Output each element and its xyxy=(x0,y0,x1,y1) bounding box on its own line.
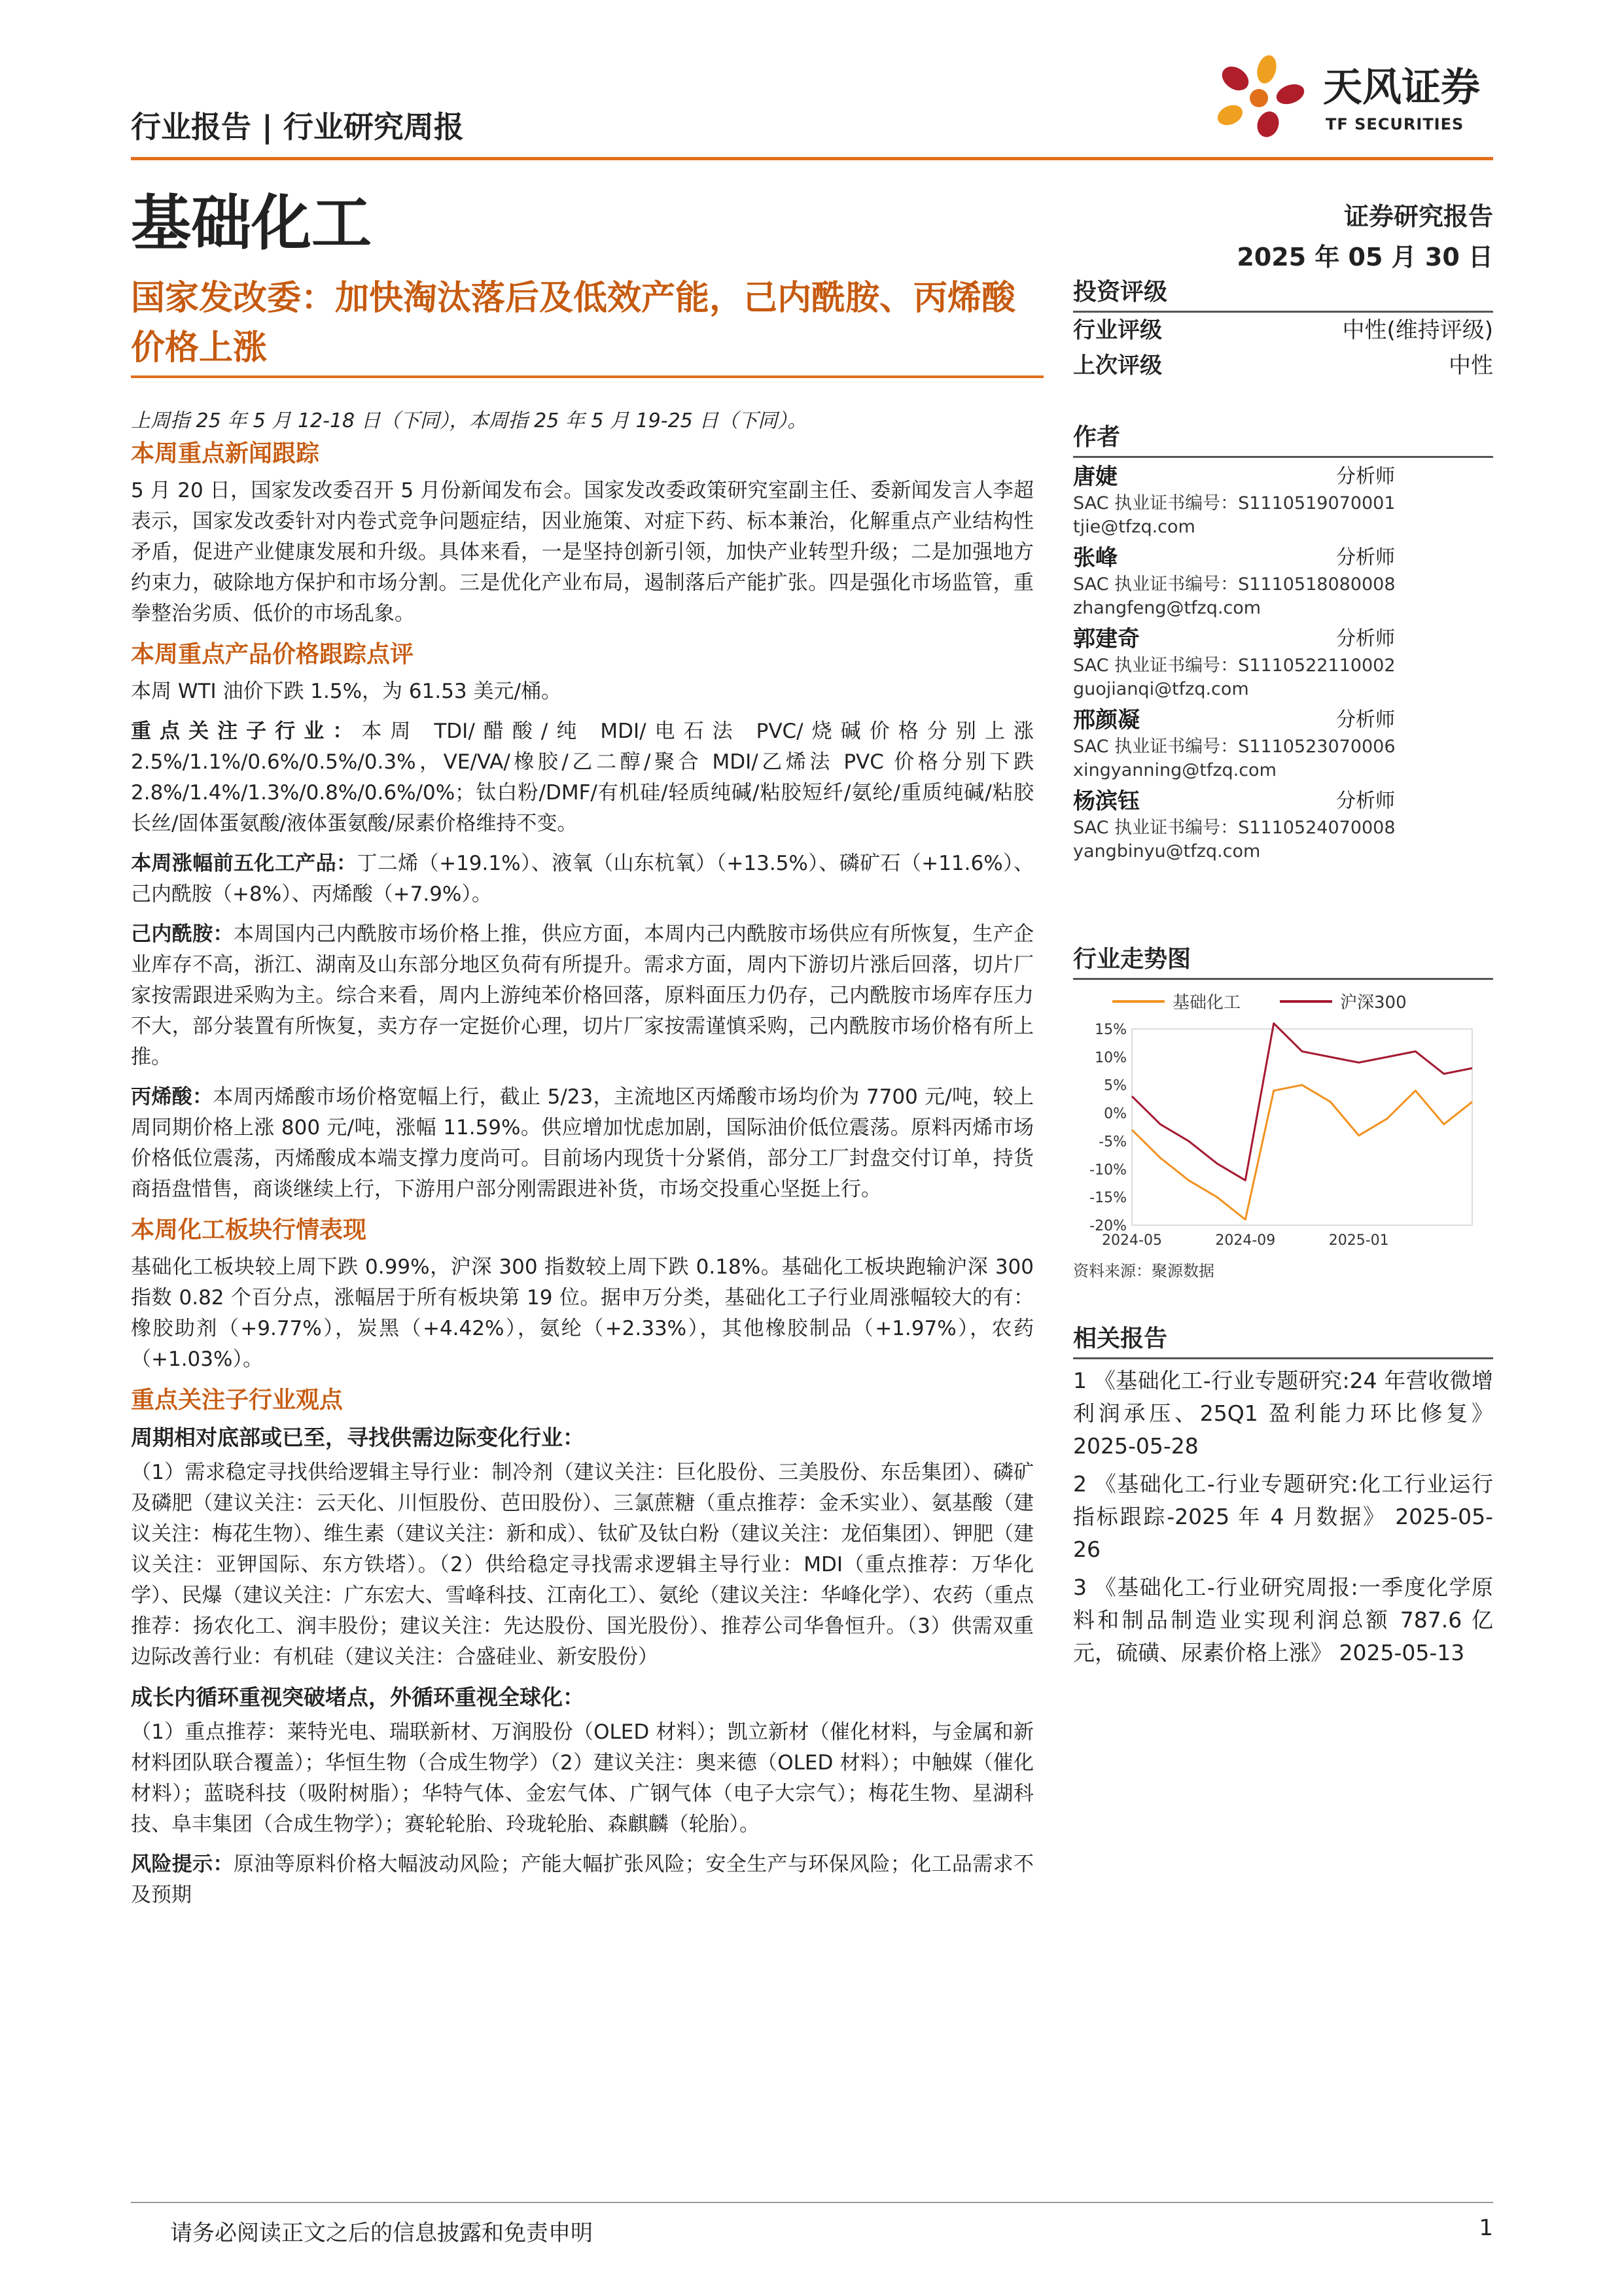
rating-value: 中性 xyxy=(1449,353,1493,379)
y-tick-label: 10% xyxy=(1095,1049,1127,1066)
header-divider xyxy=(131,157,1493,160)
related-report-item[interactable]: 2 《基础化工-行业专题研究:化工行业运行指标跟踪-2025 年 4 月数据》 2025-05-26 xyxy=(1073,1471,1493,1562)
x-tick-label: 2025-01 xyxy=(1328,1232,1389,1249)
related-report-item[interactable]: 3 《基础化工-行业研究周报:一季度化学原料和制品制造业实现利润总额 787.6 亿元，硫磺、尿素价格上涨》 2025-05-13 xyxy=(1073,1574,1493,1665)
footer-divider xyxy=(131,2202,1493,2203)
author-name: 张峰 xyxy=(1073,545,1118,571)
series-line-hs300 xyxy=(1132,1023,1472,1180)
series-line-base xyxy=(1132,1085,1472,1220)
risk-label: 风险提示： xyxy=(131,1852,234,1876)
y-tick-label: 5% xyxy=(1104,1077,1127,1094)
authors-block xyxy=(1073,419,1493,863)
logo-name-cn: 天风证券 xyxy=(1323,65,1480,111)
author-sac: SAC 执业证书编号：S1110523070006 xyxy=(1073,737,1396,757)
report-date: 2025 年 05 月 30 日 xyxy=(1237,243,1493,271)
rating-row xyxy=(1073,348,1493,383)
legend-label: 基础化工 xyxy=(1173,993,1241,1013)
author-role: 分析师 xyxy=(1336,546,1395,569)
author-entry xyxy=(1073,543,1493,620)
author-name: 杨滨钰 xyxy=(1073,788,1140,814)
author-email[interactable]: zhangfeng@tfzq.com xyxy=(1073,598,1262,618)
legend-swatch-hs300 xyxy=(1280,1000,1332,1003)
logo-flower-icon xyxy=(1204,47,1315,152)
acrylic-acid-paragraph xyxy=(131,1082,1034,1205)
rating-key: 上次评级 xyxy=(1073,353,1162,379)
period-note: 上周指 25 年 5 月 12-18 日（下同），本周指 25 年 5 月 19-25 日（下同）。 xyxy=(131,409,807,432)
y-tick-label: 0% xyxy=(1104,1105,1127,1122)
author-entry xyxy=(1073,786,1493,863)
rating-key: 行业评级 xyxy=(1073,317,1162,343)
page-number: 1 xyxy=(1479,2215,1493,2241)
top5-text: 丁二烯（+19.1%）、液氧（山东杭氧）（+13.5%）、磷矿石（+11.6%）、己内酰胺（+8%）、丙烯酸（+7.9%）。 xyxy=(131,852,1034,906)
report-type: 证券研究报告 xyxy=(1343,202,1493,231)
chart-legend xyxy=(1112,989,1493,1013)
y-tick-label: -10% xyxy=(1089,1162,1127,1179)
rating-value: 中性(维持评级) xyxy=(1342,317,1493,343)
author-email[interactable]: xingyanning@tfzq.com xyxy=(1073,760,1277,780)
wti-paragraph: 本周 WTI 油价下跌 1.5%，为 61.53 美元/桶。 xyxy=(131,680,561,703)
views-growth-paragraph: （1）重点推荐：莱特光电、瑞联新材、万润股份（OLED 材料）；凯立新材（催化材料，与金属和新材料团队联合覆盖）；华恒生物（合成生物学）（2）建议关注：奥来德（OLED 材料）；中触媒（催化材料）；蓝晓科技（吸附树脂）；华特气体、金宏气体、广钢气体（电子大宗气）；梅花生物、星湖科技、阜丰集团（合成生物学）；赛轮轮胎、玲珑轮胎、森麒麟（轮胎）。 xyxy=(131,1720,1034,1836)
caprolactam-paragraph xyxy=(131,919,1034,1073)
acrylic-acid-text: 本周丙烯酸市场价格宽幅上行，截止 5/23，主流地区丙烯酸市场均价为 7700 元/吨，较上周同期价格上涨 800 元/吨，涨幅 11.59%。供应增加忧虑加剧，国际油价低位震荡。原料丙烯市场价格低位震荡，丙烯酸成本端支撑力度尚可。目前场内现货十分紧俏，部分工厂封盘交付订单，持货商捂盘惜售，商谈继续上行，下游用户部分刚需跟进补货，市场交投重心坚挺上行。 xyxy=(131,1085,1034,1201)
trend-chart xyxy=(1073,1016,1492,1251)
caprolactam-text: 本周国内己内酰胺市场价格上推，供应方面，本周内己内酰胺市场供应有所恢复，生产企业库存不高，浙江、湖南及山东部分地区负荷有所提升。需求方面，周内下游切片涨后回落，切片厂家按需跟进采购为主。综合来看，周内上游纯苯价格回落，原料面压力仍存，己内酰胺市场库存压力不大，部分装置有所恢复，卖方存一定挺价心理，切片厂家按需谨慎采购，己内酰胺市场价格有所上推。 xyxy=(131,922,1034,1069)
related-report-item[interactable]: 1 《基础化工-行业专题研究:24 年营收微增利润承压、25Q1 盈利能力环比修复》 2025-05-28 xyxy=(1073,1368,1493,1459)
views-subheading-growth: 成长内循环重视突破堵点，外循环重视全球化： xyxy=(131,1684,584,1710)
risk-paragraph xyxy=(131,1849,1034,1911)
section-market-paragraph: 基础化工板块较上周下跌 0.99%，沪深 300 指数较上周下跌 0.18%。基础化工板块跑输沪深 300 指数 0.82 个百分点，涨幅居于所有板块第 19 位。据申万分类，基础化工子行业周涨幅较大的有：橡胶助剂（+9.77%），炭黑（+4.42%），氨纶（+2.33%），其他橡胶制品（+1.97%），农药（+1.03%）。 xyxy=(131,1255,1034,1371)
author-entry xyxy=(1073,705,1493,782)
author-name: 邢颜凝 xyxy=(1073,707,1140,733)
chart-source: 资料来源：聚源数据 xyxy=(1073,1262,1214,1280)
section-news-title: 本周重点新闻跟踪 xyxy=(131,440,320,467)
rating-heading: 投资评级 xyxy=(1073,273,1493,313)
rating-block xyxy=(1073,273,1493,383)
author-sac: SAC 执业证书编号：S1110524070008 xyxy=(1073,818,1396,838)
report-title: 国家发改委：加快淘汰落后及低效产能，己内酰胺、丙烯酸价格上涨 xyxy=(131,279,1016,368)
author-entry xyxy=(1073,462,1493,539)
key-subsector-text: 本周 TDI/醋酸/纯 MDI/电石法 PVC/烧碱价格分别上涨 2.5%/1.1%/0.6%/0.5%/0.3%，VE/VA/橡胶/乙二醇/聚合 MDI/乙烯法 PVC 价格分别下跌 2.8%/1.4%/1.3%/0.8%/0.6%/0%；钛白粉/DMF/有机硅/轻质纯碱/粘胶短纤/氨纶/重质纯碱/粘胶长丝/固体蛋氨酸/液体蛋氨酸/尿素价格维持不变。 xyxy=(131,720,1034,835)
disclaimer-note: 请务必阅读正文之后的信息披露和免责申明 xyxy=(170,2220,593,2246)
author-role: 分析师 xyxy=(1336,627,1395,650)
views-cycle-paragraph: （1）需求稳定寻找供给逻辑主导行业：制冷剂（建议关注：巨化股份、三美股份、东岳集团）、磷矿及磷肥（建议关注：云天化、川恒股份、芭田股份）、三氯蔗糖（重点推荐：金禾实业）、氨基酸（建议关注：梅花生物）、维生素（建议关注：新和成）、钛矿及钛白粉（建议关注：龙佰集团）、钾肥（建议关注：亚钾国际、东方铁塔）。（2）供给稳定寻找需求逻辑主导行业：MDI（重点推荐：万华化学）、民爆（建议关注：广东宏大、雪峰科技、江南化工）、氨纶（建议关注：华峰化学）、农药（重点推荐：扬农化工、润丰股份；建议关注：先达股份、国光股份）、推荐公司华鲁恒升。（3）供需双重边际改善行业：有机硅（建议关注：合盛硅业、新安股份） xyxy=(131,1461,1034,1669)
trend-block xyxy=(1073,941,1493,1281)
author-email[interactable]: yangbinyu@tfzq.com xyxy=(1073,841,1261,861)
author-name: 唐婕 xyxy=(1073,464,1118,490)
related-heading: 相关报告 xyxy=(1073,1320,1493,1359)
trend-heading: 行业走势图 xyxy=(1073,941,1493,980)
report-category: 行业报告 | 行业研究周报 xyxy=(131,109,464,145)
top5-paragraph xyxy=(131,848,1034,910)
author-email[interactable]: guojianqi@tfzq.com xyxy=(1073,679,1249,699)
industry-title: 基础化工 xyxy=(131,188,372,258)
author-role: 分析师 xyxy=(1336,465,1395,488)
legend-swatch-base xyxy=(1112,1000,1165,1003)
caprolactam-label: 己内酰胺： xyxy=(131,922,234,946)
company-logo xyxy=(1204,47,1505,152)
y-tick-label: -20% xyxy=(1089,1218,1127,1234)
author-email[interactable]: tjie@tfzq.com xyxy=(1073,517,1195,537)
related-block xyxy=(1073,1320,1493,1669)
author-sac: SAC 执业证书编号：S1110518080008 xyxy=(1073,574,1396,595)
x-tick-label: 2024-05 xyxy=(1102,1232,1162,1249)
y-tick-label: -15% xyxy=(1089,1190,1127,1207)
x-tick-label: 2024-09 xyxy=(1215,1232,1276,1249)
main-content xyxy=(131,406,1034,1920)
views-subheading-cycle: 周期相对底部或已至，寻找供需边际变化行业： xyxy=(131,1425,584,1450)
section-price-title: 本周重点产品价格跟踪点评 xyxy=(131,641,414,668)
author-role: 分析师 xyxy=(1336,708,1395,731)
title-divider xyxy=(131,375,1044,378)
author-name: 郭建奇 xyxy=(1073,626,1140,652)
plot-frame xyxy=(1132,1029,1472,1225)
section-market-title: 本周化工板块行情表现 xyxy=(131,1217,367,1244)
acrylic-acid-label: 丙烯酸： xyxy=(131,1085,213,1109)
legend-label: 沪深300 xyxy=(1340,993,1407,1013)
y-tick-label: 15% xyxy=(1095,1022,1127,1038)
author-entry xyxy=(1073,624,1493,701)
top5-label: 本周涨幅前五化工产品： xyxy=(131,852,357,875)
author-sac: SAC 执业证书编号：S1110522110002 xyxy=(1073,655,1396,676)
rating-row xyxy=(1073,313,1493,348)
key-subsector-label: 重点关注子行业： xyxy=(131,720,362,743)
risk-text: 原油等原料价格大幅波动风险；产能大幅扩张风险；安全生产与环保风险；化工品需求不及预期 xyxy=(131,1852,1034,1907)
author-sac: SAC 执业证书编号：S1110519070001 xyxy=(1073,493,1396,513)
section-news-paragraph: 5 月 20 日，国家发改委召开 5 月份新闻发布会。国家发改委政策研究室副主任、委新闻发言人李超表示，国家发改委针对内卷式竞争问题症结，因业施策、对症下药、标本兼治，化解重点产业结构性矛盾，促进产业健康发展和升级。具体来看，一是坚持创新引领，加快产业转型升级；二是加强地方约束力，破除地方保护和市场分割。三是优化产业布局，遏制落后产能扩张。四是强化市场监管，重拳整治劣质、低价的市场乱象。 xyxy=(131,479,1034,625)
authors-heading: 作者 xyxy=(1073,419,1493,458)
y-tick-label: -5% xyxy=(1099,1134,1127,1151)
logo-name-en: TF SECURITIES xyxy=(1326,115,1464,133)
section-views-title: 重点关注子行业观点 xyxy=(131,1387,344,1414)
key-subsector-paragraph xyxy=(131,716,1034,839)
author-role: 分析师 xyxy=(1336,790,1395,812)
